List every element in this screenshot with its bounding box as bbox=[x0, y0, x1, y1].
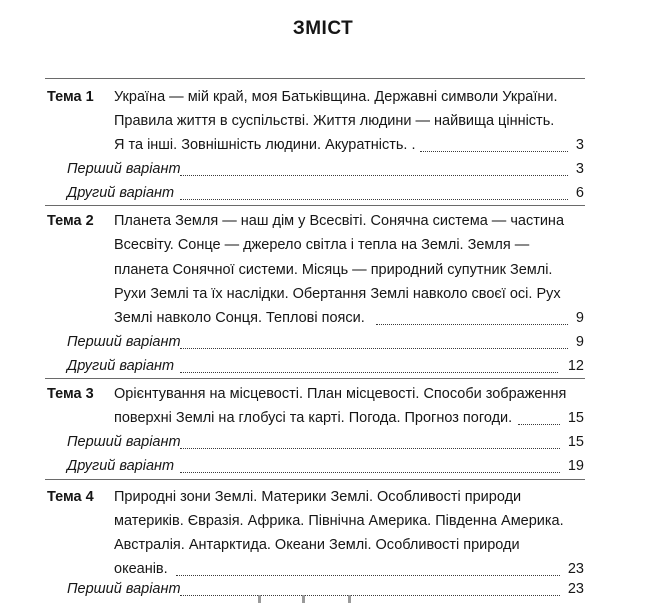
topic-line: планета Сонячної системи. Місяць — природний супутник Землі. bbox=[114, 262, 553, 278]
page-number: 23 bbox=[567, 561, 584, 577]
topic-line: Землі навколо Сонця. Теплові пояси. bbox=[114, 310, 365, 326]
topic-line: Україна — мій край, моя Батьківщина. Державні символи України. bbox=[114, 89, 558, 105]
dot-leader bbox=[376, 300, 568, 325]
binding-mark bbox=[302, 595, 305, 603]
topic-line: материків. Євразія. Африка. Північна Америка. Південна Америка. bbox=[114, 513, 564, 529]
page-number: 12 bbox=[567, 358, 584, 374]
dot-leader bbox=[518, 400, 560, 425]
binding-mark bbox=[348, 595, 351, 603]
topic-label: Тема 3 bbox=[47, 386, 94, 402]
topic-line: Правила життя в суспільстві. Життя людини — найвища цінність. bbox=[114, 113, 555, 129]
dot-leader bbox=[420, 127, 568, 152]
page-number: 9 bbox=[575, 334, 584, 350]
page-number: 15 bbox=[567, 410, 584, 426]
separator bbox=[45, 78, 585, 79]
separator bbox=[45, 205, 585, 206]
page-number: 19 bbox=[567, 458, 584, 474]
variant-label: Другий варіант bbox=[67, 458, 175, 474]
dot-leader bbox=[180, 175, 568, 200]
topic-line: Орієнтування на місцевості. План місцевості. Способи зображення bbox=[114, 386, 567, 402]
page-number: 23 bbox=[567, 581, 584, 597]
dot-leader bbox=[180, 348, 558, 373]
topic-label: Тема 4 bbox=[47, 489, 94, 505]
topic-line: Планета Земля — наш дім у Всесвіті. Сонячна система — частина bbox=[114, 213, 565, 229]
variant-label: Перший варіант bbox=[67, 434, 181, 450]
page-number: 9 bbox=[575, 310, 584, 326]
page-number: 15 bbox=[567, 434, 584, 450]
binding-mark bbox=[258, 595, 261, 603]
topic-label: Тема 2 bbox=[47, 213, 94, 229]
page-number: 3 bbox=[575, 161, 584, 177]
topic-line: Австралія. Антарктида. Океани Землі. Особливості природи bbox=[114, 537, 520, 553]
topic-label: Тема 1 bbox=[47, 89, 94, 105]
page-number: 6 bbox=[575, 185, 584, 201]
topic-line: океанів. bbox=[114, 561, 168, 577]
variant-label: Перший варіант bbox=[67, 161, 181, 177]
variant-label: Другий варіант bbox=[67, 358, 175, 374]
dot-leader bbox=[180, 151, 568, 176]
topic-line: Я та інші. Зовнішність людини. Акуратність. . bbox=[114, 137, 416, 153]
dot-leader bbox=[180, 448, 560, 473]
dot-leader bbox=[180, 424, 560, 449]
page-number: 3 bbox=[575, 137, 584, 153]
page-title: ЗМІСТ bbox=[292, 18, 354, 39]
variant-label: Другий варіант bbox=[67, 185, 175, 201]
topic-line: поверхні Землі на глобусі та карті. Погода. Прогноз погоди. bbox=[114, 410, 513, 426]
dot-leader bbox=[180, 571, 560, 596]
variant-label: Перший варіант bbox=[67, 581, 181, 597]
topic-line: Природні зони Землі. Материки Землі. Особливості природи bbox=[114, 489, 522, 505]
topic-line: Рухи Землі та їх наслідки. Обертання Землі навколо своєї осі. Рух bbox=[114, 286, 561, 302]
topic-line: Всесвіту. Сонце — джерело світла і тепла на Землі. Земля — bbox=[114, 237, 530, 253]
variant-label: Перший варіант bbox=[67, 334, 181, 350]
separator bbox=[45, 479, 585, 480]
separator bbox=[45, 378, 585, 379]
dot-leader bbox=[180, 324, 568, 349]
